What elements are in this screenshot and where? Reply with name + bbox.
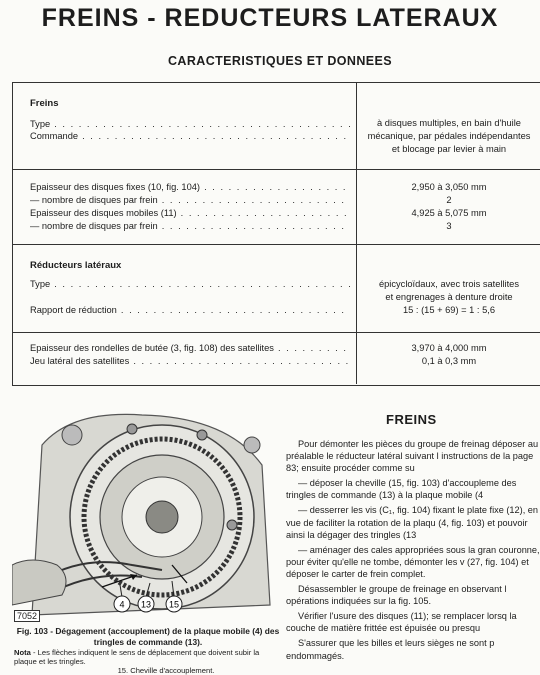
rondelles-label: Jeu latéral des satellites . . . <box>30 355 350 368</box>
freins-value-line: et blocage par levier à main <box>391 144 507 154</box>
table-column-divider <box>356 82 357 384</box>
disques-value: 3 <box>446 221 452 231</box>
body-paragraph: Vérifier l'usure des disques (11); se remplacer lorsq la couche de matière frittée est épuisée ou presqu <box>286 611 517 634</box>
freins-body-text <box>286 438 540 665</box>
reducteurs-value-line: épicycloïdaux, avec trois satellites <box>378 279 520 289</box>
note-label: Nota <box>14 648 31 657</box>
table-divider <box>12 244 540 245</box>
disques-value: 2 <box>446 195 452 205</box>
section-subtitle: CARACTERISTIQUES ET DONNEES <box>167 54 392 68</box>
freins-section-heading: FREINS <box>386 412 437 427</box>
note-item: 15. Cheville d'accouplement. <box>117 666 215 675</box>
reducteurs-value-line: 15 : (15 + 69) = 1 : 5,6 <box>403 305 495 315</box>
reducteurs-rapport-label: Rapport de réduction . . . <box>30 304 350 317</box>
disques-value: 2,950 à 3,050 mm <box>411 182 487 192</box>
rondelles-value: 3,970 à 4,000 mm <box>411 343 487 353</box>
disques-label: Epaisseur des disques fixes (10, fig. 104) . . . <box>30 181 350 194</box>
body-paragraph: — déposer la cheville (15, fig. 103) d'accoupleme des tringles de commande (13) à la plaque mobile (4 <box>286 478 517 501</box>
body-paragraph: S'assurer que les billes et leurs sièges ne sont p endommagés. <box>286 638 495 661</box>
figure-note <box>14 648 282 675</box>
disques-label: — nombre de disques par frein . . . <box>30 194 350 207</box>
body-paragraph: — aménager des cales appropriées sous la gran couronne, pour éviter qu'elle ne tombe, démonter les v (27, fig. 104) et déposer le carter de frein complet. <box>286 544 540 579</box>
caption-title: Fig. 103 - Dégagement (accouplement) de la plaque mobile (4) des tringles de commande (13). <box>16 626 280 647</box>
body-paragraph: — desserrer les vis (C₁, fig. 104) fixant le plate fixe (12), en vue de faciliter la rotation de la plaqu (4, fig. 103) et pouvoir ainsi la dégager des tringles (13 <box>286 505 539 540</box>
callout-label: 4 <box>119 599 125 610</box>
disques-value: 4,925 à 5,075 mm <box>411 208 487 218</box>
table-divider <box>12 332 540 333</box>
brake-assembly-illustration <box>12 405 272 623</box>
callout-label: 13 <box>140 599 152 610</box>
freins-type-label: Type . . . <box>30 118 350 131</box>
body-paragraph: Pour démonter les pièces du groupe de freinag déposer au préalable le réducteur latéral suivant l instructions de la page 83; ensuite procéder comme su <box>286 439 539 474</box>
disques-label: Epaisseur des disques mobiles (11) . . . <box>30 207 350 220</box>
freins-heading: Freins <box>30 98 59 109</box>
callout-label: 15 <box>168 599 180 610</box>
page-title: FREINS - REDUCTEURS LATERAUX <box>41 4 499 32</box>
freins-commande-label: Commande . . . <box>30 130 350 143</box>
freins-value-line: mécanique, par pédales indépendantes <box>367 131 531 141</box>
reducteurs-heading: Réducteurs latéraux <box>30 260 122 271</box>
figure-number: 7052 <box>14 610 40 622</box>
rondelles-label: Epaisseur des rondelles de butée (3, fig. 108) des satellites . . . <box>30 342 350 355</box>
freins-value-line: à disques multiples, en bain d'huile <box>377 118 521 128</box>
reducteurs-type-label: Type . . . <box>30 278 350 291</box>
table-divider <box>12 169 540 170</box>
note-text: - Les flèches indiquent le sens de déplacement que doivent subir la plaque et les tringles. <box>14 648 260 666</box>
rondelles-value: 0,1 à 0,3 mm <box>421 356 477 366</box>
figure-caption <box>14 626 282 647</box>
reducteurs-value-line: et engrenages à denture droite <box>385 292 513 302</box>
disques-label: — nombre de disques par frein . . . <box>30 220 350 233</box>
body-paragraph: Désassembler le groupe de freinage en observant l opérations indiquées sur la fig. 105. <box>286 584 507 607</box>
